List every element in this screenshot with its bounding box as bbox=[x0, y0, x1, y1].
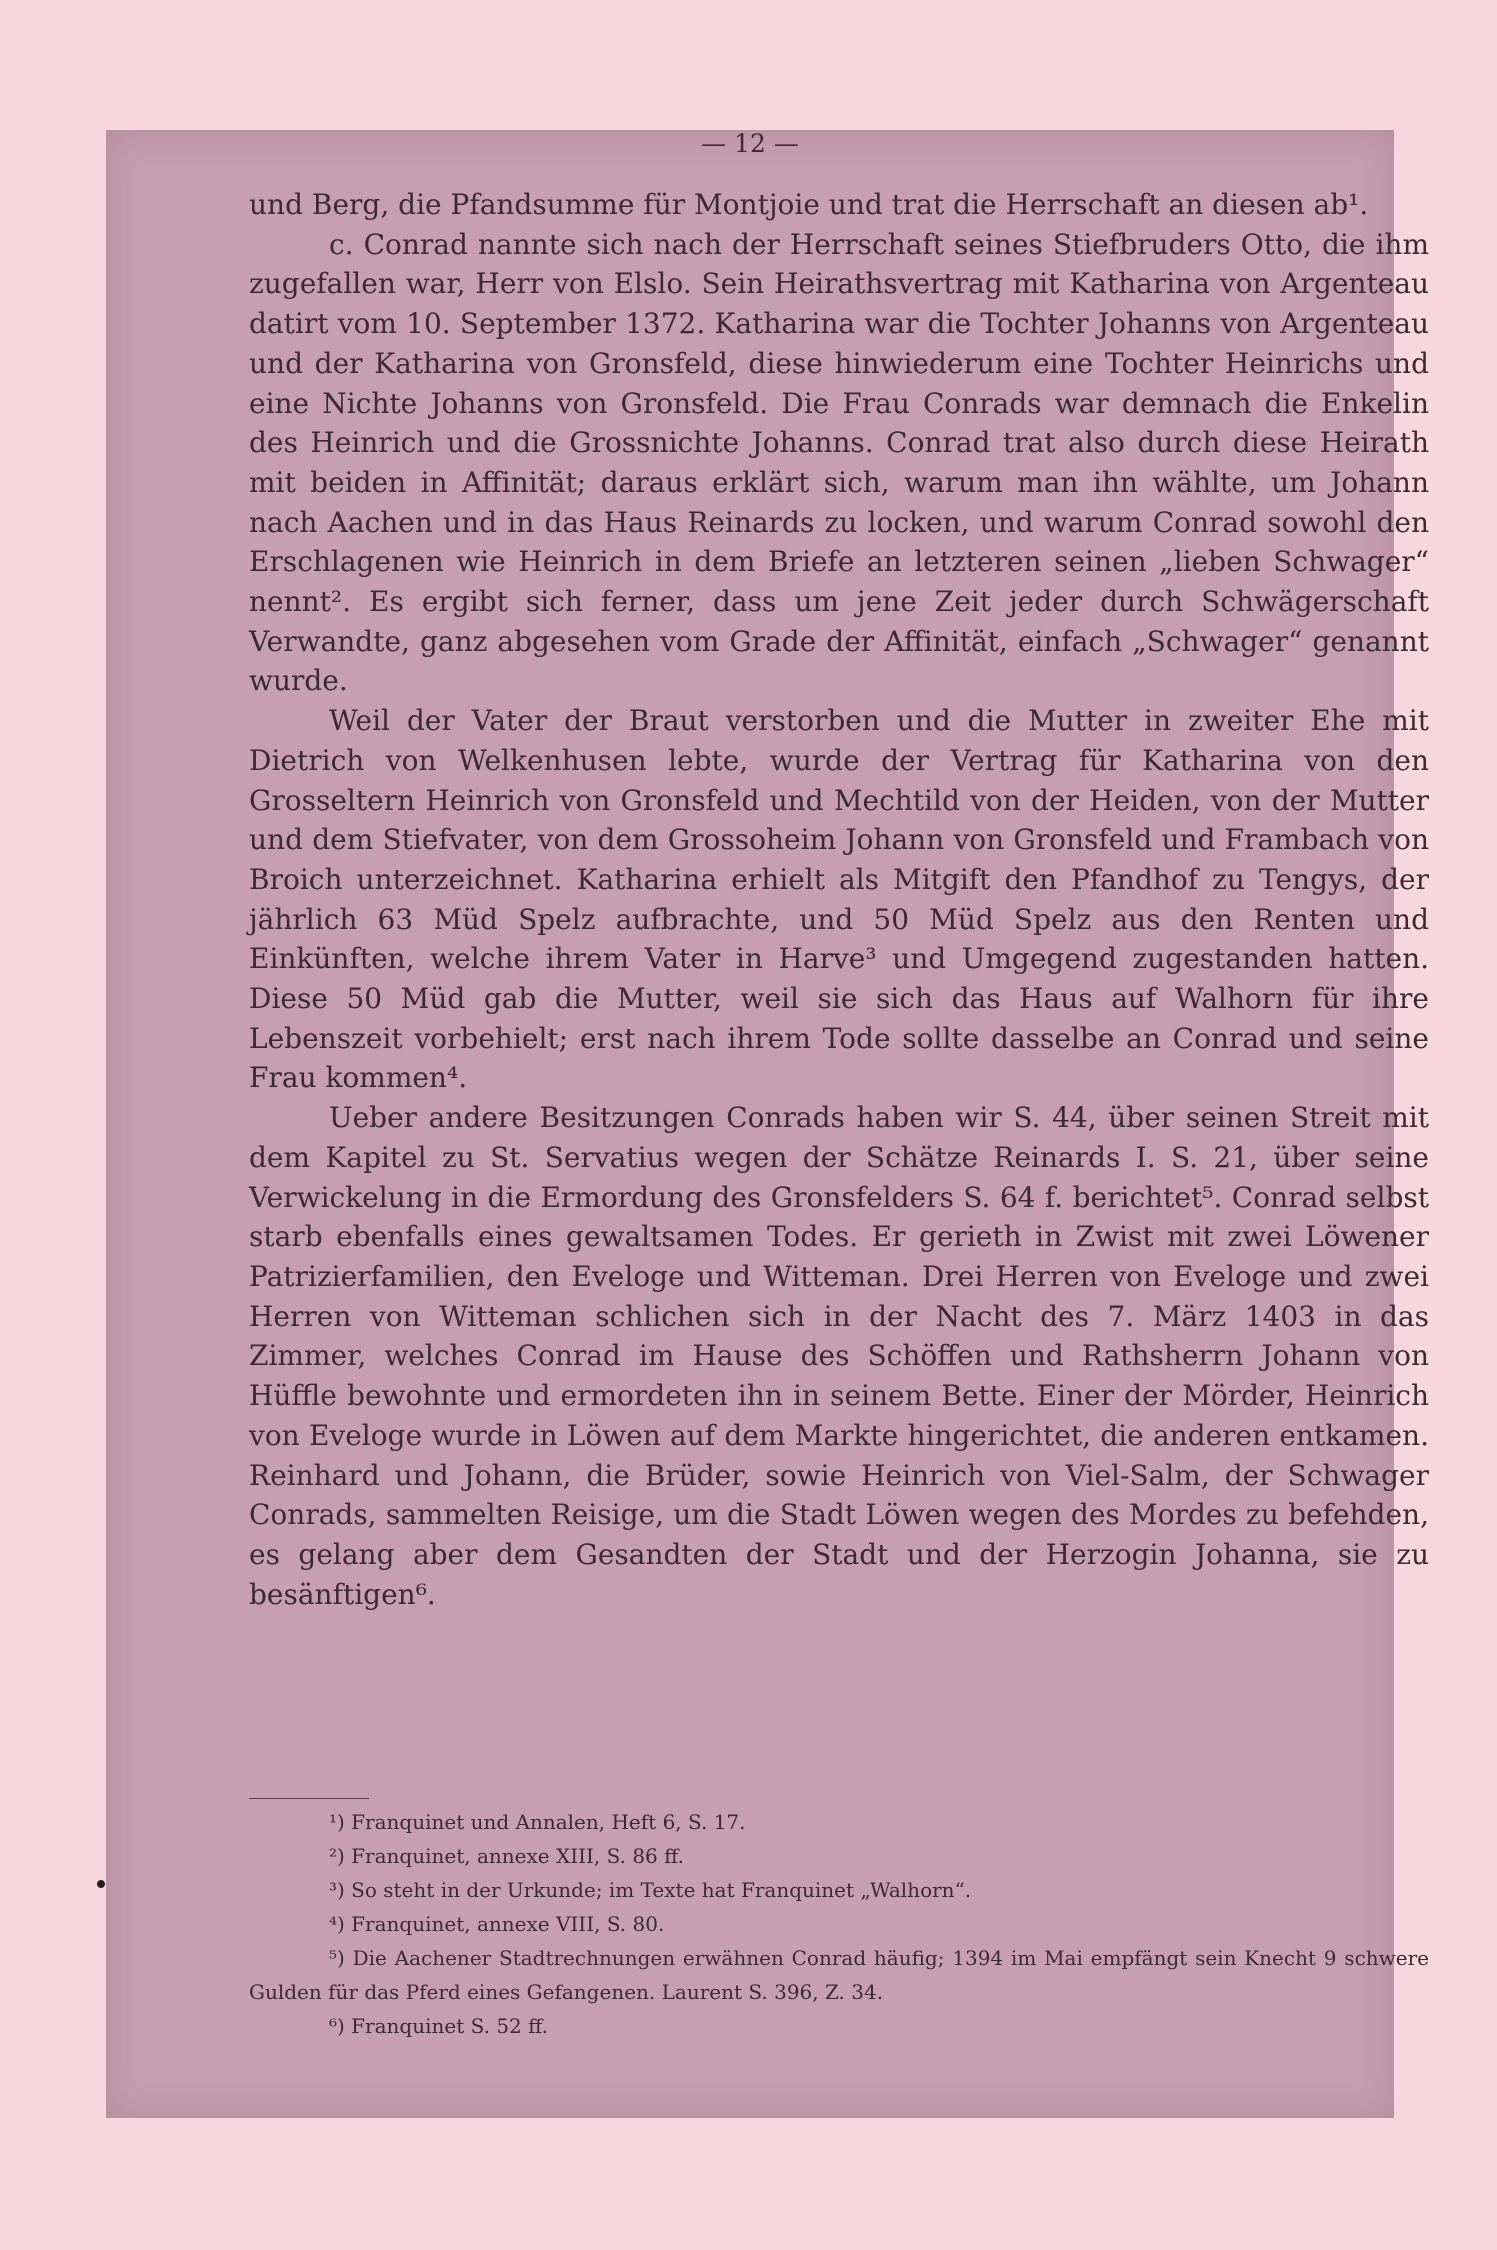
ink-dot-mark bbox=[97, 1880, 105, 1888]
footnote-divider bbox=[249, 1798, 369, 1799]
paragraph-marriage-contract: Weil der Vater der Braut verstorben und die Mutter in zweiter Ehe mit Dietrich von Welkenhusen lebte, wurde der Vertrag für Katharina von den Grosseltern Heinrich von Gronsfeld und Mechtild von der Heiden, von der Mutter und dem Stiefvater, von dem Grossoheim Johann von Gronsfeld und Frambach von Broich unterzeichnet. Katharina erhielt als Mitgift den Pfandhof zu Tengys, der jährlich 63 Müd Spelz aufbrachte, und 50 Müd Spelz aus den Renten und Einkünften, welche ihrem Vater in Harve³ und Umgegend zugestanden hatten. Diese 50 Müd gab die Mutter, weil sie sich das Haus auf Walhorn für ihre Lebenszeit vorbehielt; erst nach ihrem Tode sollte dasselbe an Conrad und seine Frau kommen⁴. bbox=[249, 704, 1429, 1095]
footnote-4: ⁴) Franquinet, annexe VIII, S. 80. bbox=[329, 1912, 665, 1936]
footnote-6: ⁶) Franquinet S. 52 ff. bbox=[329, 2014, 548, 2038]
footnote-2: ²) Franquinet, annexe XIII, S. 86 ff. bbox=[329, 1844, 684, 1868]
page-number: — 12 — bbox=[701, 129, 799, 158]
footnotes bbox=[249, 1805, 1429, 2043]
paragraph-conrad-elslo: c. Conrad nannte sich nach der Herrschaft seines Stiefbruders Otto, die ihm zugefallen war, Herr von Elslo. Sein Heirathsvertrag mit Katharina von Argenteau datirt vom 10. September 1372. Katharina war die Tochter Johanns von Argenteau und der Katharina von Gronsfeld, diese hinwiederum eine Tochter Heinrichs und eine Nichte Johanns von Gronsfeld. Die Frau Conrads war demnach die Enkelin des Heinrich und die Grossnichte Johanns. Conrad trat also durch diese Heirath mit beiden in Affinität; daraus erklärt sich, warum man ihn wählte, um Johann nach Aachen und in das Haus Reinards zu locken, und warum Conrad sowohl den Erschlagenen wie Heinrich in dem Briefe an letzteren seinen „lieben Schwager“ nennt². Es ergibt sich ferner, dass um jene Zeit jeder durch Schwägerschaft Verwandte, ganz abgesehen vom Grade der Affinität, einfach „Schwager“ genannt wurde. bbox=[249, 227, 1429, 698]
footnote-5: ⁵) Die Aachener Stadtrechnungen erwähnen Conrad häufig; 1394 im Mai empfängt sein Knecht 9 schwere Gulden für das Pferd eines Gefangenen. Laurent S. 396, Z. 34. bbox=[249, 1946, 1429, 2004]
paragraph-conrad-death: Ueber andere Besitzungen Conrads haben wir S. 44, über seinen Streit mit dem Kapitel zu St. Servatius wegen der Schätze Reinards I. S. 21, über seine Verwickelung in die Ermordung des Gronsfelders S. 64 f. berichtet⁵. Conrad selbst starb ebenfalls eines gewaltsamen Todes. Er gerieth in Zwist mit zwei Löwener Patrizierfamilien, den Eveloge und Witteman. Drei Herren von Eveloge und zwei Herren von Witteman schlichen sich in der Nacht des 7. März 1403 in das Zimmer, welches Conrad im Hause des Schöffen und Rathsherrn Johann von Hüffle bewohnte und ermordeten ihn in seinem Bette. Einer der Mörder, Heinrich von Eveloge wurde in Löwen auf dem Markte hingerichtet, die anderen entkamen. Reinhard und Johann, die Brüder, sowie Heinrich von Viel-Salm, der Schwager Conrads, sammelten Reisige, um die Stadt Löwen wegen des Mordes zu befehden, es gelang aber dem Gesandten der Stadt und der Herzogin Johanna, sie zu besänftigen⁶. bbox=[249, 1101, 1429, 1611]
footnote-1: ¹) Franquinet und Annalen, Heft 6, S. 17. bbox=[329, 1810, 746, 1834]
paragraph-continuation: und Berg, die Pfandsumme für Montjoie und trat die Herrschaft an diesen ab¹. bbox=[249, 188, 1369, 221]
footnote-3: ³) So steht in der Urkunde; im Texte hat Franquinet „Walhorn“. bbox=[329, 1878, 972, 1902]
body-text bbox=[249, 185, 1429, 1614]
scanned-page bbox=[106, 129, 1429, 2118]
